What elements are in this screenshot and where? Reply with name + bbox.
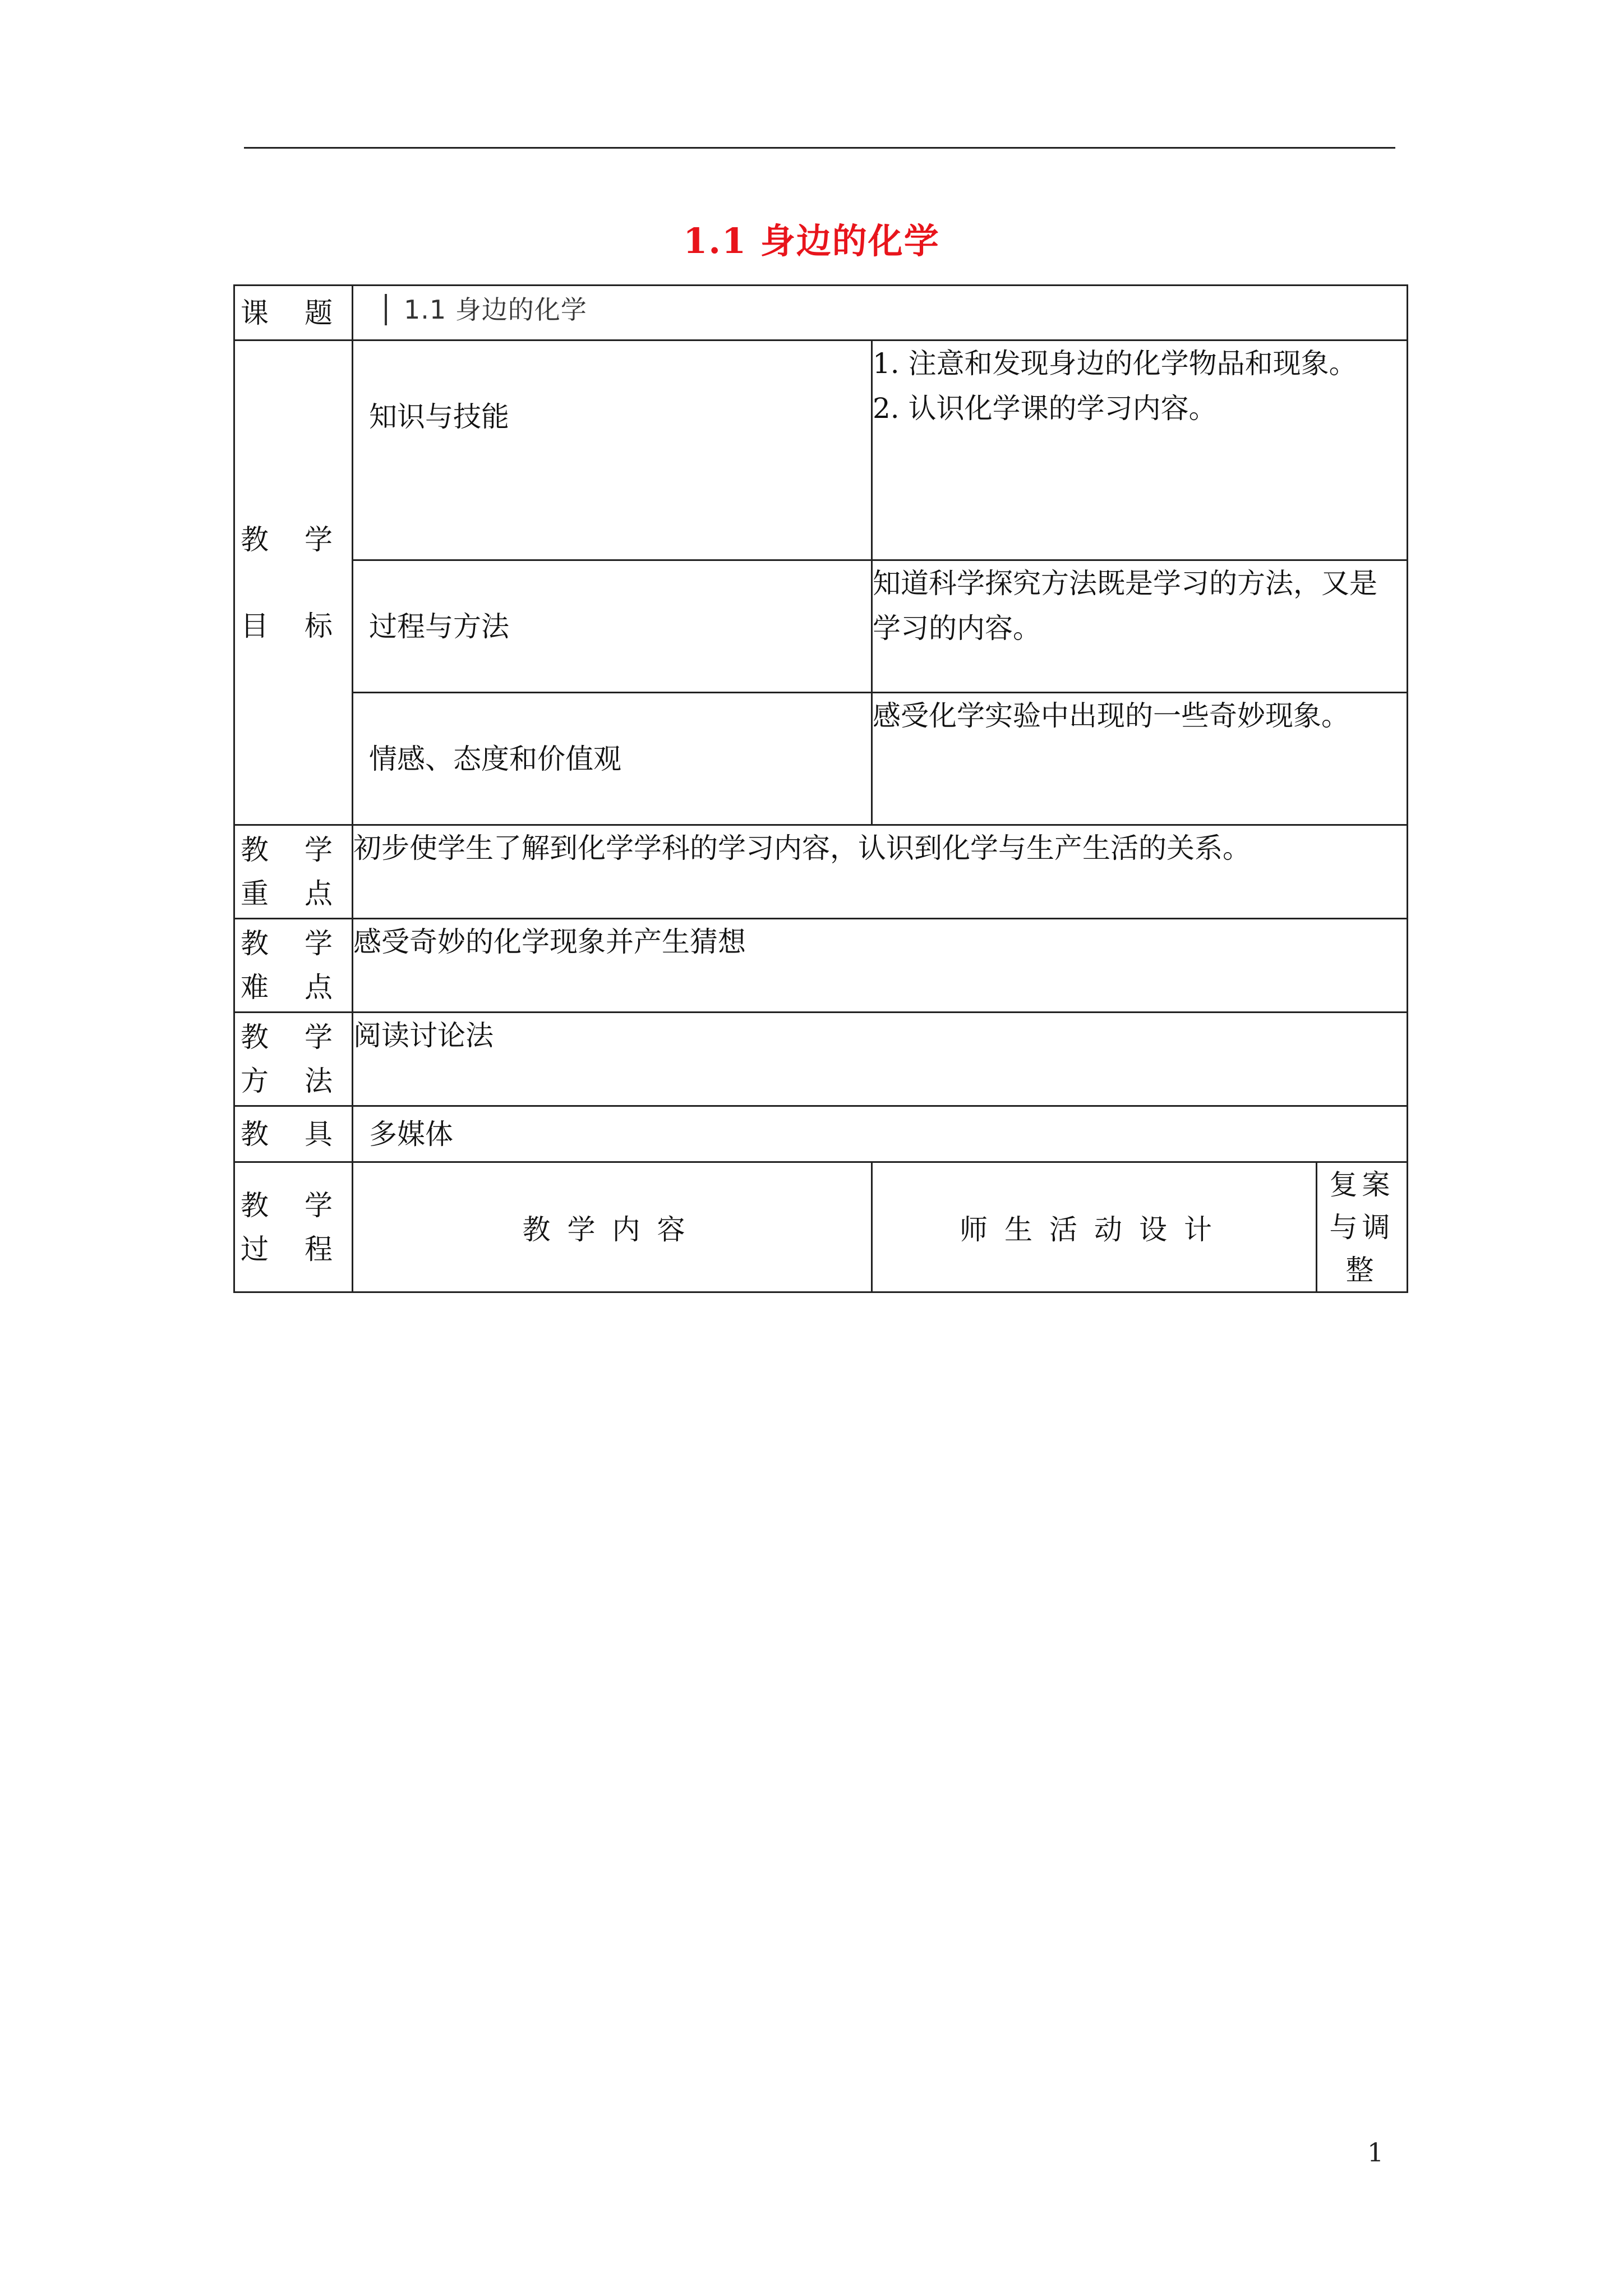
objective-content-knowledge — [872, 341, 1408, 560]
topic-row — [234, 286, 1408, 341]
key-points-label — [234, 825, 353, 919]
difficulties-row — [234, 919, 1408, 1013]
objective-content-line: 学习的内容。 — [873, 612, 1041, 645]
objectives-label — [234, 341, 353, 825]
process-adjust-line3: 整 — [1345, 1253, 1378, 1286]
objective-content-line: 2. 认识化学课的学习内容。 — [873, 392, 1217, 425]
key-points-row — [234, 825, 1408, 919]
key-points-label-line1: 教 学 — [241, 834, 346, 866]
page-number: 1 — [1367, 2137, 1384, 2168]
process-adjust-line1: 复案 — [1329, 1168, 1395, 1201]
objective-content-process — [872, 560, 1408, 693]
objective-content-line: 感受化学实验中出现的一些奇妙现象。 — [873, 700, 1349, 732]
objective-content-attitude — [872, 693, 1408, 825]
objective-name-attitude: 情感、态度和价值观 — [353, 693, 872, 825]
document-title: 1.1 身边的化学 — [683, 220, 940, 261]
tools-row — [234, 1106, 1408, 1162]
methods-label — [234, 1013, 353, 1106]
methods-label-line1: 教 学 — [241, 1021, 346, 1053]
objectives-label-line2: 目 标 — [241, 609, 346, 642]
tools-value: 多媒体 — [353, 1106, 1408, 1162]
objective-name-knowledge: 知识与技能 — [353, 341, 872, 560]
objective-name-process: 过程与方法 — [353, 560, 872, 693]
process-row — [234, 1162, 1408, 1292]
objective-content-line: 知道科学探究方法既是学习的方法，又是 — [873, 567, 1377, 600]
process-content-header: 教学内容 — [353, 1162, 872, 1292]
process-adjust-header — [1317, 1162, 1408, 1292]
process-label-line1: 教 学 — [241, 1189, 346, 1222]
objective-content-line: 1. 注意和发现身边的化学物品和现象。 — [873, 347, 1357, 380]
difficulties-label-line2: 难 点 — [241, 971, 346, 1004]
objectives-label-line1: 教 学 — [241, 523, 346, 556]
methods-row — [234, 1013, 1408, 1106]
methods-value: 阅读讨论法 — [353, 1013, 1408, 1106]
topic-value-cell — [353, 286, 1408, 341]
lesson-plan-table — [233, 284, 1408, 1293]
key-points-label-line2: 重 点 — [241, 877, 346, 910]
process-label-line2: 过 程 — [241, 1232, 346, 1266]
process-activity-header: 师生活动设计 — [872, 1162, 1317, 1292]
header-rule — [244, 147, 1395, 149]
difficulties-label — [234, 919, 353, 1013]
topic-label: 课 题 — [234, 286, 353, 341]
process-adjust-line2: 与调 — [1329, 1211, 1395, 1244]
difficulties-label-line1: 教 学 — [241, 927, 346, 960]
key-points-value: 初步使学生了解到化学学科的学习内容，认识到化学与生产生活的关系。 — [353, 825, 1408, 919]
tools-label: 教 具 — [234, 1106, 353, 1162]
topic-value: 1.1 身边的化学 — [385, 294, 587, 325]
objective-row-attitude — [234, 693, 1408, 825]
objective-row-process — [234, 560, 1408, 693]
difficulties-value: 感受奇妙的化学现象并产生猜想 — [353, 919, 1408, 1013]
process-label — [234, 1162, 353, 1292]
methods-label-line2: 方 法 — [241, 1065, 346, 1097]
objective-row-knowledge — [234, 341, 1408, 560]
